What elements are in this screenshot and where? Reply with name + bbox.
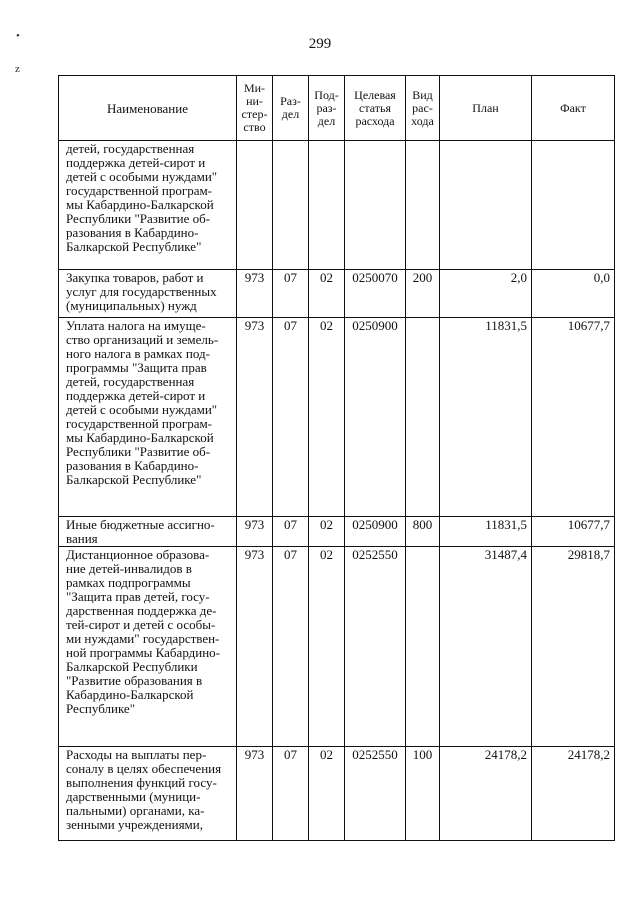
cell-section xyxy=(273,141,309,270)
cell-ministry: 973 xyxy=(237,517,273,547)
cell-name: Иные бюджетные ассигно- вания xyxy=(59,517,237,547)
cell-fact xyxy=(532,141,615,270)
margin-mark-z: z xyxy=(15,63,20,75)
cell-subsection: 02 xyxy=(309,547,345,747)
budget-table xyxy=(58,75,615,841)
cell-plan: 24178,2 xyxy=(440,747,532,841)
cell-target: 0252550 xyxy=(345,747,406,841)
cell-plan: 31487,4 xyxy=(440,547,532,747)
cell-type xyxy=(406,318,440,517)
cell-subsection xyxy=(309,141,345,270)
cell-name: Уплата налога на имуще- ство организаций и земель- ного налога в рамках под- программы "Защита прав детей, государственная поддержка детей-сирот и детей с особыми нуждами" государственной програм- мы Кабардино-Балкарской Республики "Развитие об- разования в Кабардино- Балкарской Республике" xyxy=(59,318,237,517)
table-row xyxy=(59,547,615,747)
header-fact: Факт xyxy=(532,76,615,141)
header-name: Наименование xyxy=(59,76,237,141)
cell-section: 07 xyxy=(273,747,309,841)
cell-fact: 0,0 xyxy=(532,270,615,318)
header-target: Целевая статья расхода xyxy=(345,76,406,141)
cell-section: 07 xyxy=(273,318,309,517)
page-number: 299 xyxy=(308,36,332,52)
cell-ministry: 973 xyxy=(237,747,273,841)
cell-ministry xyxy=(237,141,273,270)
header-subsection: Под- раз- дел xyxy=(309,76,345,141)
cell-subsection: 02 xyxy=(309,270,345,318)
cell-name: Дистанционное образова- ние детей-инвалидов в рамках подпрограммы "Защита прав детей, госу- дарственная поддержка де- тей-сирот и детей с особы- ми нуждами" государствен- ной программы Кабардино- Балкарской Республики "Развитие образования в Кабардино-Балкарской Республике" xyxy=(59,547,237,747)
cell-section: 07 xyxy=(273,517,309,547)
header-plan: План xyxy=(440,76,532,141)
cell-fact: 10677,7 xyxy=(532,517,615,547)
table-row xyxy=(59,517,615,547)
header-type: Вид рас- хода xyxy=(406,76,440,141)
table-header-row xyxy=(59,76,615,141)
table-row xyxy=(59,318,615,517)
table-row xyxy=(59,270,615,318)
margin-mark-dot: • xyxy=(16,30,20,42)
header-ministry: Ми- ни- стер- ство xyxy=(237,76,273,141)
cell-plan: 11831,5 xyxy=(440,517,532,547)
cell-type xyxy=(406,547,440,747)
table-row xyxy=(59,747,615,841)
cell-target: 0250900 xyxy=(345,517,406,547)
cell-name: Расходы на выплаты пер- соналу в целях обеспечения выполнения функций госу- дарственными (муници- пальными) органами, ка- зенными учреждениями, xyxy=(59,747,237,841)
cell-section: 07 xyxy=(273,547,309,747)
cell-plan: 11831,5 xyxy=(440,318,532,517)
cell-section: 07 xyxy=(273,270,309,318)
cell-type: 800 xyxy=(406,517,440,547)
cell-fact: 29818,7 xyxy=(532,547,615,747)
cell-target: 0250070 xyxy=(345,270,406,318)
cell-plan: 2,0 xyxy=(440,270,532,318)
cell-fact: 24178,2 xyxy=(532,747,615,841)
cell-ministry: 973 xyxy=(237,270,273,318)
cell-ministry: 973 xyxy=(237,318,273,517)
cell-ministry: 973 xyxy=(237,547,273,747)
cell-target: 0252550 xyxy=(345,547,406,747)
cell-fact: 10677,7 xyxy=(532,318,615,517)
cell-plan xyxy=(440,141,532,270)
header-section: Раз- дел xyxy=(273,76,309,141)
cell-target: 0250900 xyxy=(345,318,406,517)
cell-type xyxy=(406,141,440,270)
cell-type: 100 xyxy=(406,747,440,841)
cell-name: детей, государственная поддержка детей-сирот и детей с особыми нуждами" государственной програм- мы Кабардино-Балкарской Республики "Развитие об- разования в Кабардино- Балкарской Республике" xyxy=(59,141,237,270)
cell-name: Закупка товаров, работ и услуг для государственных (муниципальных) нужд xyxy=(59,270,237,318)
cell-target xyxy=(345,141,406,270)
cell-subsection: 02 xyxy=(309,318,345,517)
cell-subsection: 02 xyxy=(309,517,345,547)
cell-subsection: 02 xyxy=(309,747,345,841)
cell-type: 200 xyxy=(406,270,440,318)
table-row xyxy=(59,141,615,270)
